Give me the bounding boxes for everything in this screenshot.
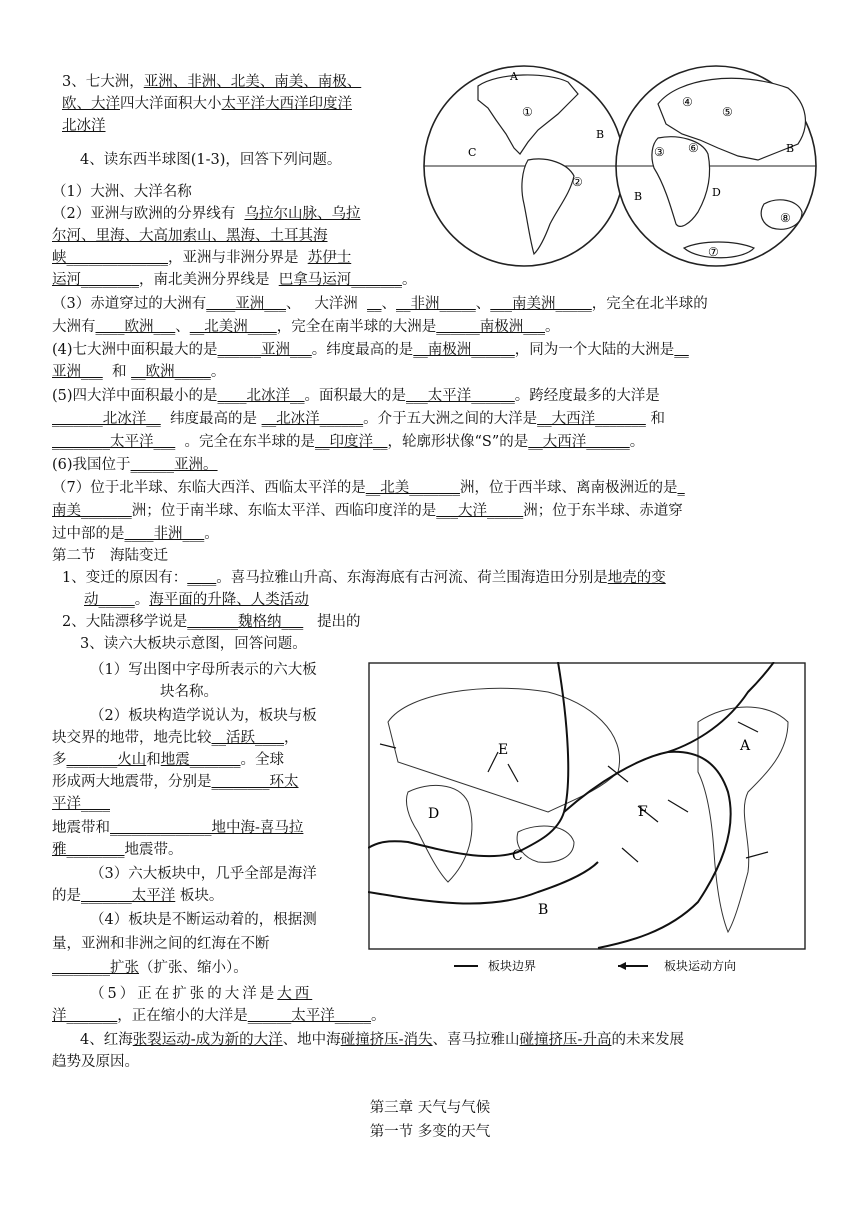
plate-label: B [538, 902, 549, 918]
answer: 太平洋大西洋印度洋 [221, 96, 352, 112]
answer: 峡______________ [52, 250, 168, 266]
text: ， [284, 730, 299, 746]
answer: 洋_______ [52, 1008, 118, 1024]
answer: ______南极洲___ [436, 319, 545, 335]
question-4: 4、读东西半球图(1-3)，回答下列问题。 [80, 152, 342, 168]
text: ，正在缩小的大洋是 [117, 1008, 248, 1024]
map1-label: B [634, 190, 643, 203]
text: ，南北美洲分界线是 [139, 272, 270, 288]
answer: ________太平洋___ [52, 434, 176, 450]
answer: 碰撞挤压-升高 [519, 1032, 612, 1048]
text: （扩张、缩小）。 [139, 960, 248, 976]
answer: _______北冰洋__ [52, 411, 161, 427]
text: 。完全在东半球的是 [184, 434, 315, 450]
map1-label: ⑦ [708, 245, 719, 259]
text: 、 [285, 296, 301, 312]
question-4-6 [52, 455, 218, 475]
question-4-2b: 尔河、里海、大高加索山、黑海、土耳其海 [52, 228, 328, 244]
text: 4、红海 [80, 1032, 133, 1048]
answer: 张裂运动-成为新的大洋 [132, 1032, 283, 1048]
answer: 亚洲、非洲、北美、南美、南极、 [143, 74, 362, 90]
answer: ______亚洲___ [217, 342, 312, 358]
answer: _______魏格纳___ [187, 614, 304, 630]
s2-question-4b: 趋势及原因。 [52, 1054, 139, 1070]
text: ，完全在南半球的大洲是 [276, 319, 437, 335]
s2-q3-2g [52, 840, 183, 860]
plate-label: A [740, 738, 751, 754]
s2-q3-5b [52, 1006, 386, 1026]
text: 地震带。 [124, 842, 183, 858]
s2-q3-2d [52, 772, 299, 792]
text: ，完全在北半球的 [591, 296, 708, 312]
answer: 地壳的变 [607, 570, 666, 586]
continents-line-1 [62, 72, 361, 92]
answer: ____欧洲___ [95, 319, 176, 335]
answer: 动_____ [84, 592, 135, 608]
answer: 碰撞挤压-消失 [340, 1032, 433, 1048]
text: ，亚洲与非洲分界是 [168, 250, 299, 266]
text: 。面积最大的是 [304, 388, 407, 404]
question-4-4b [52, 362, 225, 382]
answer: ___太平洋______ [406, 388, 515, 404]
s2-q3-5a [90, 984, 312, 1004]
chapter-3-subtitle: 第一节 多变的天气 [369, 1124, 491, 1140]
question-4-2c [52, 248, 351, 268]
question-4-5c [52, 432, 644, 452]
map1-label: C [468, 146, 477, 159]
text: 洲，位于西半球、离南极洲近的是 [459, 480, 678, 496]
text: 、 [175, 319, 190, 335]
map1-label: B [786, 142, 795, 155]
s2-question-1a [62, 568, 666, 588]
answer: ______________地中海-喜马拉 [110, 820, 304, 836]
answer: ______太平洋_____ [247, 1008, 371, 1024]
text: 。 [401, 272, 417, 288]
chapter-3-title: 第三章 天气与气候 [369, 1100, 491, 1116]
map1-label: D [712, 186, 721, 199]
answer: ___大洋_____ [436, 503, 524, 519]
question-4-7a [52, 478, 685, 498]
answer: ________扩张 [52, 960, 139, 976]
plate-label: D [428, 806, 440, 822]
question-4-1: （1）大洲、大洋名称 [52, 184, 192, 200]
text: 和 [146, 752, 161, 768]
text: 和 [111, 364, 127, 380]
text: 和 [650, 411, 665, 427]
question-4-2a [52, 204, 360, 224]
text: 。 [134, 592, 150, 608]
answer: 雅________ [52, 842, 125, 858]
question-4-3b [52, 317, 560, 337]
text: 。跨经度最多的大洋是 [514, 388, 660, 404]
text: ，同为一个大陆的大洲是 [514, 342, 675, 358]
s2-q3-2a: （2）板块构造学说认为，板块与板 [90, 708, 317, 724]
text: 地震带和 [52, 820, 110, 836]
s2-q3-4a: （4）板块是不断运动着的，根据测 [90, 912, 317, 928]
s2-q3-2f [52, 818, 303, 838]
question-4-7b [52, 501, 683, 521]
text: 。喜马拉雅山升高、东海海底有古河流、荷兰围海造田分别是 [216, 570, 608, 586]
continents-line-2 [62, 94, 352, 114]
map1-label: ③ [654, 145, 665, 159]
text: （3）赤道穿过的大洲有 [52, 296, 207, 312]
map1-label: ⑥ [688, 141, 699, 155]
answer: __南极洲______ [413, 342, 515, 358]
continents-line-3: 北冰洋 [62, 118, 106, 134]
legend-arrow-head [618, 962, 626, 970]
text: （7）位于北半球、东临大西洋、西临太平洋的是 [52, 480, 366, 496]
answer: ___南美洲_____ [490, 296, 592, 312]
map1-label: ① [522, 105, 533, 119]
s2-question-4a [80, 1030, 684, 1050]
text: 。 [210, 364, 226, 380]
answer: 南美_______ [52, 503, 132, 519]
s2-q3-3a: （3）六大板块中，几乎全部是海洋 [90, 866, 317, 882]
answer: ______亚洲。 [130, 457, 218, 473]
text: 洲；位于南半球、东临太平洋、西临印度洋的是 [131, 503, 437, 519]
s2-q3-2c [52, 750, 284, 770]
text: 。介于五大洲之间的大洋是 [363, 411, 538, 427]
text: 提出的 [317, 614, 361, 630]
answer: ____非洲___ [124, 526, 205, 542]
text: 多 [52, 752, 67, 768]
text: 。 [371, 1008, 386, 1024]
map1-label: ② [572, 175, 583, 189]
plate-label: C [512, 848, 523, 864]
legend-boundary-label: 板块边界 [488, 959, 537, 973]
plate-label: F [638, 804, 648, 820]
text: 的未来发展 [611, 1032, 684, 1048]
text: 形成两大地震带，分别是 [52, 774, 212, 790]
question-4-3a [52, 294, 708, 314]
s2-q3-2e: 平洋____ [52, 796, 110, 812]
answer: ____亚洲___ [206, 296, 286, 312]
s2-q3-2b [52, 728, 299, 748]
answer: 亚洲___ [52, 364, 103, 380]
s2-question-3: 3、读六大板块示意图，回答问题。 [80, 636, 307, 652]
answer: 大西 [277, 986, 313, 1002]
answer: __北冰洋______ [261, 411, 364, 427]
text: 纬度最高的是 [169, 411, 257, 427]
text: 洲；位于东半球、赤道穿 [523, 503, 683, 519]
answer: ________环太 [211, 774, 299, 790]
answer: __大西洋______ [528, 434, 630, 450]
text: 。 [545, 319, 560, 335]
map1-label: A [510, 70, 518, 83]
answer: 运河________ [52, 272, 139, 288]
answer: 海平面的升降、人类活动 [149, 592, 309, 608]
answer: _ [677, 480, 685, 496]
answer: ____北冰洋__ [217, 388, 305, 404]
text: （2）亚洲与欧洲的分界线有 [52, 206, 236, 222]
s2-question-1b [84, 590, 309, 610]
text: 、 [381, 296, 397, 312]
answer: __非洲_____ [396, 296, 476, 312]
answer: _______火山 [66, 752, 147, 768]
question-4-7c [52, 524, 219, 544]
question-4-2d [52, 270, 416, 290]
s2-q3-4b: 量，亚洲和非洲之间的红海在不断 [52, 936, 270, 952]
text: (6)我国位于 [52, 457, 131, 473]
answer: 巴拿马运河_______ [278, 272, 402, 288]
answer: 苏伊士 [307, 250, 352, 266]
question-4-4a [52, 340, 689, 360]
answer: _______太平洋 [81, 888, 176, 904]
answer: __印度洋__ [314, 434, 388, 450]
text: 。 [629, 434, 645, 450]
text: 2、大陆漂移学说是 [62, 614, 188, 630]
answer: 欧、大洋 [62, 96, 120, 112]
text: 。纬度最高的是 [311, 342, 414, 358]
answer: __ [674, 342, 689, 358]
map1-label: B [596, 128, 605, 141]
answer: 大洋洲 [314, 296, 358, 312]
text: ，轮廓形状像“S”的是 [387, 434, 529, 450]
text: （5）正在扩张的大洋是 [90, 986, 278, 1002]
plates-map [368, 662, 808, 980]
map1-label: ④ [682, 95, 693, 109]
answer: __欧洲_____ [131, 364, 211, 380]
s2-q3-3b [52, 886, 223, 906]
plate-label: E [498, 742, 509, 758]
s2-q3-4c [52, 958, 248, 978]
answer: __北美洲____ [189, 319, 277, 335]
text: 、地中海 [282, 1032, 341, 1048]
s2-q3-1b: 块名称。 [160, 684, 218, 700]
text: 的是 [52, 888, 81, 904]
answer: 地震_______ [160, 752, 241, 768]
text: 大洲有 [52, 319, 96, 335]
text: 四大洋面积大小 [120, 96, 222, 112]
s2-q3-1a: （1）写出图中字母所表示的六大板 [90, 662, 317, 678]
text: 、 [475, 296, 491, 312]
text: 过中部的是 [52, 526, 125, 542]
question-4-5b [52, 409, 665, 429]
s2-question-2 [62, 612, 361, 632]
map1-label: ⑧ [780, 211, 791, 225]
text: 3、七大洲， [62, 74, 144, 90]
text: (4)七大洲中面积最大的是 [52, 342, 218, 358]
hemispheres-map [418, 64, 818, 274]
section-2-title: 第二节 海陆变迁 [52, 548, 168, 564]
answer: __ [367, 296, 382, 312]
answer: __大西洋_______ [537, 411, 646, 427]
answer: ____ [187, 570, 217, 586]
text: 。 [204, 526, 219, 542]
text: (5)四大洋中面积最小的是 [52, 388, 218, 404]
legend-motion-label: 板块运动方向 [664, 959, 737, 973]
text: 1、变迁的原因有： [62, 570, 188, 586]
text: 。全球 [240, 752, 284, 768]
text: 、喜马拉雅山 [432, 1032, 520, 1048]
answer: __北美_______ [365, 480, 460, 496]
text: 板块。 [179, 888, 224, 904]
question-4-5a [52, 386, 660, 406]
map1-label: ⑤ [722, 105, 733, 119]
answer: __活跃____ [211, 730, 284, 746]
text: 块交界的地带，地壳比较 [52, 730, 212, 746]
answer: 乌拉尔山脉、乌拉 [244, 206, 361, 222]
